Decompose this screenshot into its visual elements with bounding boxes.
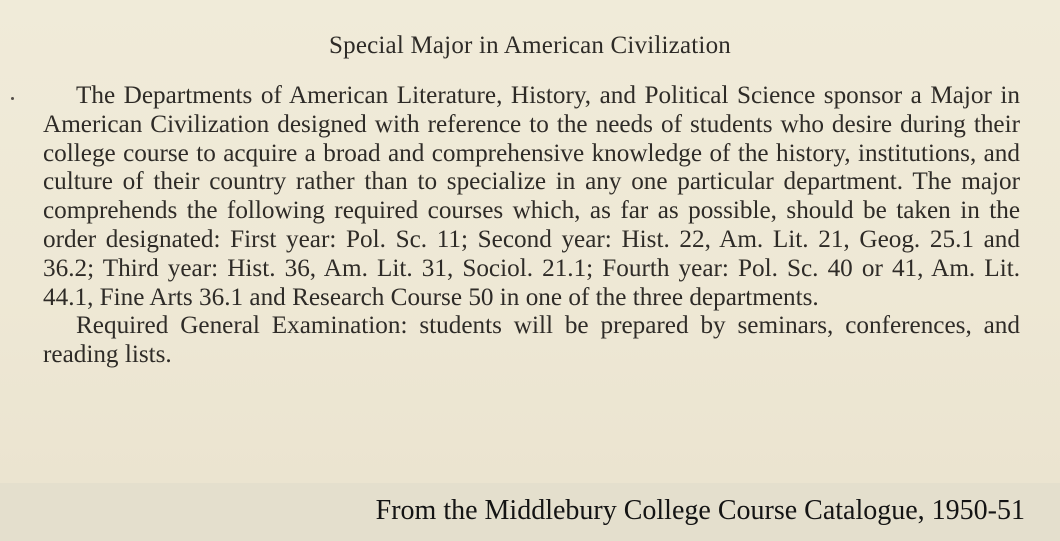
page-title: Special Major in American Civilization: [329, 32, 731, 59]
paper-speck: [11, 97, 14, 100]
source-caption: From the Middlebury College Course Catalogue, 1950-51: [375, 495, 1025, 526]
paragraph-description: The Departments of American Literature, History, and Political Science sponsor a Major in American Civilization designed with reference to the needs of students who desire during their college course to acquire a broad and comprehensive knowledge of the history, institutions, and culture of their country rather than to specialize in any one particular department. The major comprehends the following required courses which, as far as possible, should be taken in the order designated: First year: Pol. Sc. 11; Second year: Hist. 22, Am. Lit. 21, Geog. 25.1 and 36.2; Third year: Hist. 36, Am. Lit. 31, Sociol. 21.1; Fourth year: Pol. Sc. 40 or 41, Am. Lit. 44.1, Fine Arts 36.1 and Research Course 50 in one of the three departments.: [43, 82, 1020, 311]
paragraph-examination: Required General Examination: students will be prepared by seminars, conferences, and reading lists.: [43, 312, 1020, 369]
body-text: [43, 82, 1020, 370]
